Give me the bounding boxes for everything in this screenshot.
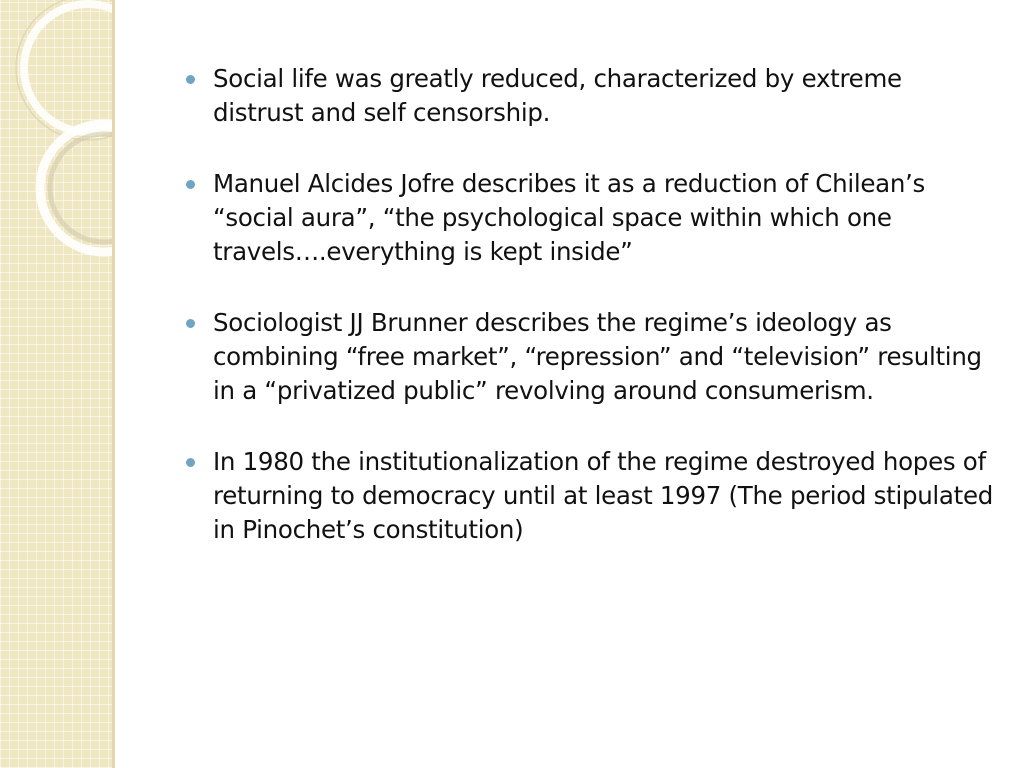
decorative-rings (0, 0, 114, 768)
bullet-text: Sociologist JJ Brunner describes the regime’s ideology as combining “free market”, “repression” and “television” resulting in a “privatized public” revolving around consumerism. (213, 308, 982, 405)
ring-middle-shadow (50, 134, 114, 242)
bullet-dot-icon (186, 458, 195, 467)
list-item (186, 445, 996, 547)
list-item (186, 167, 996, 269)
decorative-side-panel (0, 0, 114, 768)
bullet-text: Social life was greatly reduced, characterized by extreme distrust and self censorship. (213, 64, 902, 127)
bullet-text: In 1980 the institutionalization of the regime destroyed hopes of returning to democracy until at least 1997 (The period stipulated in Pinochet’s constitution) (213, 447, 993, 544)
list-item (186, 62, 996, 130)
bullet-dot-icon (186, 180, 195, 189)
panel-divider (112, 0, 115, 768)
list-item (186, 306, 996, 408)
bullet-text: Manuel Alcides Jofre describes it as a reduction of Chilean’s “social aura”, “the psychological space within which one travels….everything is kept inside” (213, 169, 926, 266)
bullet-dot-icon (186, 319, 195, 328)
ring-top-outline (16, 0, 114, 140)
bullet-list (186, 62, 996, 584)
bullet-dot-icon (186, 75, 195, 84)
ring-top (24, 4, 114, 132)
